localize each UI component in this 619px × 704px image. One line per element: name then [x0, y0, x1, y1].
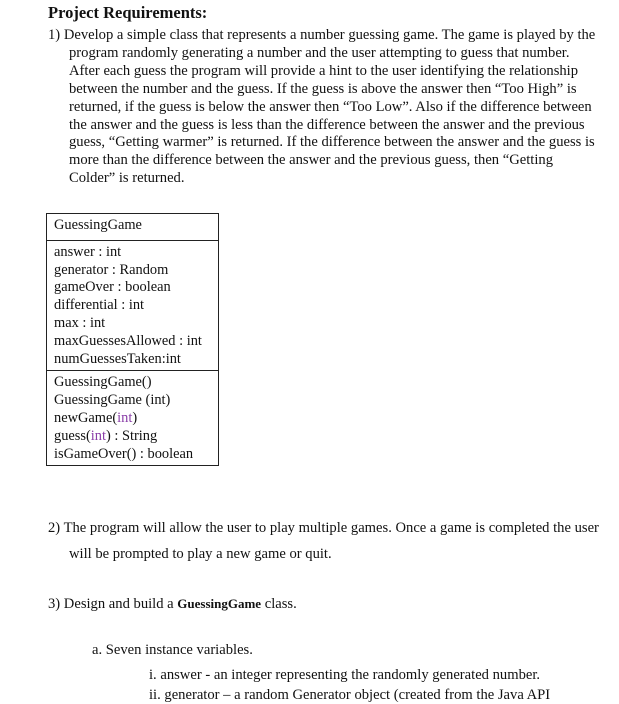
requirement-3-prefix: 3) Design and build a: [48, 596, 178, 612]
requirement-1-number: 1): [48, 27, 61, 43]
requirement-3a-ii: ii. generator – a random Generator object (created from the Java API: [149, 687, 551, 703]
requirement-2-number: 2): [48, 520, 61, 536]
uml-method-close: ): [132, 409, 138, 426]
uml-attribute: generator : Random: [54, 261, 169, 278]
uml-attribute: numGuessesTaken:int: [54, 350, 181, 367]
uml-method: GuessingGame (int): [54, 392, 171, 409]
page-heading: Project Requirements:: [48, 3, 208, 22]
uml-attribute: max : int: [54, 314, 106, 331]
uml-method-name: newGame(: [54, 409, 118, 426]
requirement-2: [48, 515, 603, 567]
uml-param-type: int: [90, 427, 106, 444]
requirement-3a-i: i. answer - an integer representing the randomly generated number.: [149, 667, 541, 683]
uml-method-name: guess(: [54, 427, 91, 444]
uml-attribute: answer : int: [54, 243, 122, 260]
requirement-2-text: The program will allow the user to play multiple games. Once a game is completed the user will be prompted to play a new game or quit.: [63, 520, 599, 562]
requirement-1: [48, 27, 596, 188]
uml-attribute: gameOver : boolean: [54, 279, 171, 296]
uml-attribute: differential : int: [54, 297, 145, 314]
uml-param-type: int: [117, 409, 133, 426]
requirement-3a: a. Seven instance variables.: [92, 642, 253, 658]
requirement-3: [48, 595, 297, 613]
uml-attribute: maxGuessesAllowed : int: [54, 332, 202, 349]
uml-method: [54, 410, 212, 428]
uml-method: GuessingGame(): [54, 374, 152, 391]
uml-class-name: GuessingGame: [54, 217, 142, 233]
requirement-3-class-name: GuessingGame: [177, 596, 262, 611]
uml-method: isGameOver() : boolean: [54, 445, 194, 462]
uml-class-name-section: [47, 214, 218, 240]
uml-method-return: ) : String: [105, 427, 158, 444]
uml-class-diagram: [46, 213, 219, 466]
uml-methods-section: [47, 370, 218, 465]
uml-attributes-section: [47, 240, 218, 371]
requirement-3-suffix: class.: [261, 596, 297, 612]
uml-method: [54, 428, 212, 446]
requirement-1-text: Develop a simple class that represents a number guessing game. The game is played by the program randomly generating a number and the user attempting to guess that number. After each guess the program will provide a hint to the user identifying the relationship between the number and the guess. If the guess is above the answer then “Too High” is returned, if the guess is below the answer then “Too Low”. Also if the difference between the answer and the guess is less than the difference between the answer and the previous guess, “Getting warmer” is returned. If the difference between the answer and the guess is more than the difference between the answer and the previous guess, then “Getting Colder” is returned.: [63, 27, 596, 187]
